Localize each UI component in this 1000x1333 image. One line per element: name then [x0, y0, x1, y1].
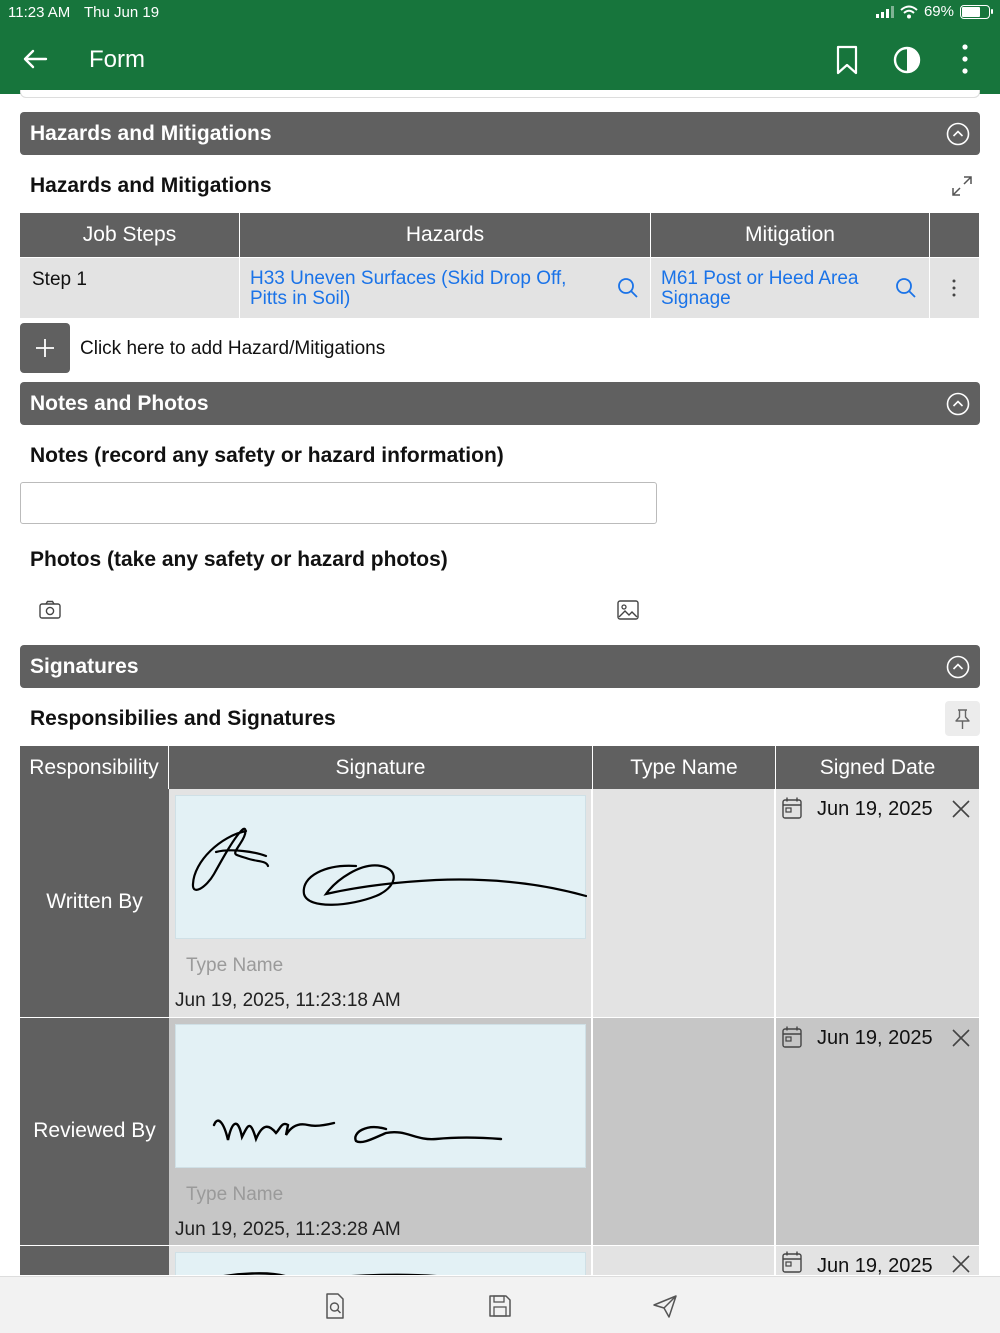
calendar-icon[interactable]	[781, 1025, 803, 1049]
bookmark-icon[interactable]	[834, 44, 860, 76]
hazard-link[interactable]: H33 Uneven Surfaces (Skid Drop Off, Pitts in Soil)	[250, 268, 567, 309]
signature-drawing	[176, 1253, 587, 1276]
signed-date-value: Jun 19, 2025	[817, 1255, 933, 1276]
responsibility-cell	[20, 1018, 169, 1246]
calendar-icon[interactable]	[781, 1250, 803, 1274]
column-header-signed-date: Signed Date	[776, 746, 979, 789]
column-header-type-name: Type Name	[593, 746, 776, 789]
app-bar	[0, 26, 1000, 94]
search-icon[interactable]	[617, 277, 639, 299]
section-header-label: Signatures	[30, 655, 139, 678]
bottom-toolbar	[0, 1276, 1000, 1333]
preview-document-icon[interactable]	[322, 1292, 348, 1320]
column-header-actions	[930, 213, 979, 257]
responsibility-cell	[20, 789, 169, 1018]
cellular-signal-icon	[876, 6, 894, 18]
responsibility-label: Reviewed By	[33, 1119, 156, 1142]
section-header-hazards[interactable]	[20, 112, 980, 155]
signature-pad[interactable]	[175, 1024, 586, 1168]
column-header-mitigation: Mitigation	[651, 213, 930, 257]
contrast-icon[interactable]	[892, 45, 922, 75]
signature-cell	[169, 1018, 592, 1246]
section-header-notes[interactable]	[20, 382, 980, 425]
top-bar	[0, 0, 1000, 94]
send-icon[interactable]	[652, 1292, 678, 1320]
battery-icon	[960, 5, 990, 19]
notes-input[interactable]	[20, 482, 657, 524]
signature-timestamp: Jun 19, 2025, 11:23:28 AM	[175, 1219, 401, 1240]
table-cell-mitigation[interactable]	[651, 258, 930, 318]
photos-label: Photos (take any safety or hazard photos)	[30, 548, 448, 571]
battery-percent: 69%	[923, 3, 954, 20]
signature-pad[interactable]	[175, 795, 586, 939]
section-header-label: Notes and Photos	[30, 392, 209, 415]
table-cell-hazard[interactable]	[240, 258, 651, 318]
status-date: Thu Jun 19	[84, 4, 160, 21]
wifi-icon	[900, 5, 918, 19]
column-header-responsibility: Responsibility	[20, 746, 169, 789]
camera-icon[interactable]	[38, 599, 62, 621]
type-name-cell[interactable]	[593, 1246, 775, 1276]
close-icon[interactable]	[951, 1254, 971, 1274]
previous-card-edge	[20, 90, 980, 98]
row-more-icon[interactable]	[949, 278, 959, 298]
plus-icon	[35, 338, 55, 358]
status-time: 11:23 AM	[8, 4, 71, 21]
signed-date-cell[interactable]	[776, 1246, 979, 1276]
status-bar	[0, 0, 1000, 26]
search-icon[interactable]	[895, 277, 917, 299]
type-name-cell[interactable]	[593, 789, 775, 1018]
signature-cell	[169, 1246, 592, 1276]
signature-cell	[169, 789, 592, 1018]
job-step-value: Step 1	[32, 269, 87, 290]
column-header-signature: Signature	[169, 746, 593, 789]
mitigation-link[interactable]: M61 Post or Heed Area Signage	[661, 268, 859, 309]
type-name-placeholder[interactable]: Type Name	[186, 1184, 284, 1205]
signed-date-value: Jun 19, 2025	[817, 1027, 933, 1049]
table-cell-row-actions[interactable]	[930, 258, 979, 318]
type-name-placeholder[interactable]: Type Name	[186, 955, 284, 976]
signed-date-value: Jun 19, 2025	[817, 798, 933, 820]
type-name-cell[interactable]	[593, 1018, 775, 1246]
page-title: Form	[89, 46, 145, 73]
more-vertical-icon[interactable]	[954, 42, 976, 76]
pin-button[interactable]	[945, 701, 980, 736]
close-icon[interactable]	[951, 1028, 971, 1048]
signature-pad[interactable]	[175, 1252, 586, 1276]
pin-icon	[953, 708, 972, 730]
section-header-label: Hazards and Mitigations	[30, 122, 272, 145]
signature-drawing	[176, 796, 587, 940]
signature-drawing	[176, 1025, 587, 1169]
column-header-hazards: Hazards	[240, 213, 651, 257]
table-cell-job-step[interactable]	[20, 258, 240, 318]
collapse-icon[interactable]	[946, 392, 970, 416]
signed-date-cell[interactable]	[776, 789, 979, 1018]
signature-timestamp: Jun 19, 2025, 11:23:18 AM	[175, 990, 401, 1011]
hazards-subtitle: Hazards and Mitigations	[30, 174, 272, 197]
back-arrow-icon[interactable]	[20, 44, 50, 74]
collapse-icon[interactable]	[946, 655, 970, 679]
responsibility-label: Written By	[46, 890, 143, 913]
section-header-signatures[interactable]	[20, 645, 980, 688]
signatures-subtitle: Responsibilies and Signatures	[30, 707, 336, 730]
save-icon[interactable]	[487, 1292, 513, 1320]
signed-date-cell[interactable]	[776, 1018, 979, 1246]
collapse-icon[interactable]	[946, 122, 970, 146]
calendar-icon[interactable]	[781, 796, 803, 820]
notes-label: Notes (record any safety or hazard information)	[30, 444, 504, 467]
responsibility-cell	[20, 1246, 169, 1276]
column-header-job-steps: Job Steps	[20, 213, 240, 257]
status-right	[876, 3, 990, 20]
close-icon[interactable]	[951, 799, 971, 819]
add-hazard-button[interactable]	[20, 323, 70, 373]
add-hazard-label[interactable]: Click here to add Hazard/Mitigations	[80, 338, 386, 359]
image-gallery-icon[interactable]	[616, 599, 640, 621]
expand-icon[interactable]	[951, 175, 973, 197]
